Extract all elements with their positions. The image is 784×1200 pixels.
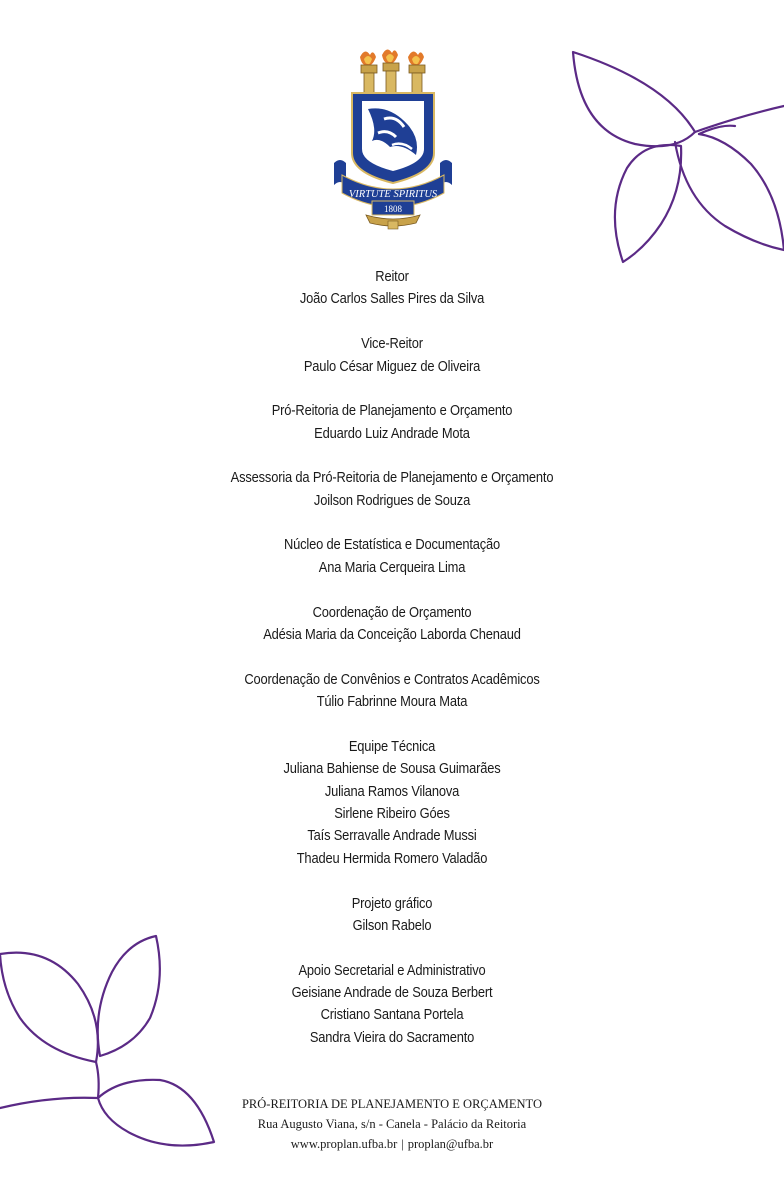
- credit-name: Joilson Rodrigues de Souza: [313, 491, 471, 509]
- footer-address: Rua Augusto Viana, s/n - Canela - Palácio da Reitoria: [257, 1117, 527, 1131]
- credit-title: Reitor: [375, 268, 409, 285]
- ufba-crest-logo: [332, 45, 454, 230]
- credit-block-reitor: [55, 266, 729, 311]
- footer-contact-line: [0, 1134, 784, 1154]
- credit-name: Eduardo Luiz Andrade Mota: [314, 424, 470, 442]
- credit-title: Núcleo de Estatística e Documentação: [283, 536, 501, 554]
- credit-block-coordenacao-orcamento: [55, 602, 729, 647]
- credit-block-pro-reitoria: [55, 400, 729, 445]
- footer-separator: |: [401, 1137, 404, 1151]
- credit-title: Vice-Reitor: [361, 335, 423, 353]
- credits-list: [55, 266, 729, 1072]
- credit-name: Juliana Bahiense de Sousa Guimarães: [283, 760, 501, 778]
- credit-block-assessoria: [55, 467, 729, 512]
- credit-title: Coordenação de Orçamento: [312, 603, 472, 621]
- footer-contact: [0, 1094, 784, 1154]
- credit-block-apoio-secretarial: [55, 960, 729, 1050]
- credit-name: Túlio Fabrinne Moura Mata: [316, 693, 468, 711]
- credit-title: Assessoria da Pró-Reitoria de Planejamento e Orçamento: [230, 469, 554, 487]
- credit-name: Adésia Maria da Conceição Laborda Chenaud: [263, 625, 521, 643]
- credit-title: Apoio Secretarial e Administrativo: [298, 961, 486, 979]
- footer-website-link[interactable]: www.proplan.ufba.br: [290, 1137, 398, 1151]
- crest-year: 1808: [384, 204, 402, 214]
- credit-name: Ana Maria Cerqueira Lima: [318, 558, 466, 576]
- torch-left: [360, 51, 377, 95]
- crest-motto: VIRTUTE SPIRITUS: [348, 189, 438, 200]
- credit-name: Thadeu Hermida Romero Valadão: [296, 849, 488, 867]
- credit-block-projeto-grafico: [55, 893, 729, 938]
- credit-title: Pró-Reitoria de Planejamento e Orçamento: [271, 402, 513, 420]
- torch-center: [382, 49, 399, 93]
- credit-title: Projeto gráfico: [351, 894, 433, 912]
- credit-name: Paulo César Miguez de Oliveira: [303, 357, 481, 375]
- torch-right: [408, 51, 425, 95]
- credit-name: João Carlos Salles Pires da Silva: [299, 290, 485, 308]
- credit-name: Geisiane Andrade de Souza Berbert: [291, 984, 493, 1002]
- credit-name: Sandra Vieira do Sacramento: [309, 1028, 475, 1046]
- credit-block-vice-reitor: [55, 333, 729, 378]
- credit-block-equipe-tecnica: [55, 736, 729, 870]
- credit-name: Gilson Rabelo: [352, 916, 432, 934]
- footer-org-name: PRÓ-REITORIA DE PLANEJAMENTO E ORÇAMENTO: [241, 1097, 542, 1111]
- credit-title: Coordenação de Convênios e Contratos Acadêmicos: [244, 670, 540, 688]
- credit-block-nucleo-estatistica: [55, 534, 729, 579]
- footer-email-link[interactable]: proplan@ufba.br: [407, 1137, 494, 1151]
- credit-title: Equipe Técnica: [348, 737, 436, 755]
- leaf-ornament-top-right: [565, 40, 784, 272]
- credit-block-coordenacao-convenios: [55, 669, 729, 714]
- credit-name: Sirlene Ribeiro Góes: [334, 804, 450, 822]
- credit-name: Taís Serravalle Andrade Mussi: [307, 827, 477, 845]
- credit-name: Cristiano Santana Portela: [320, 1006, 464, 1024]
- credit-name: Juliana Ramos Vilanova: [324, 782, 460, 800]
